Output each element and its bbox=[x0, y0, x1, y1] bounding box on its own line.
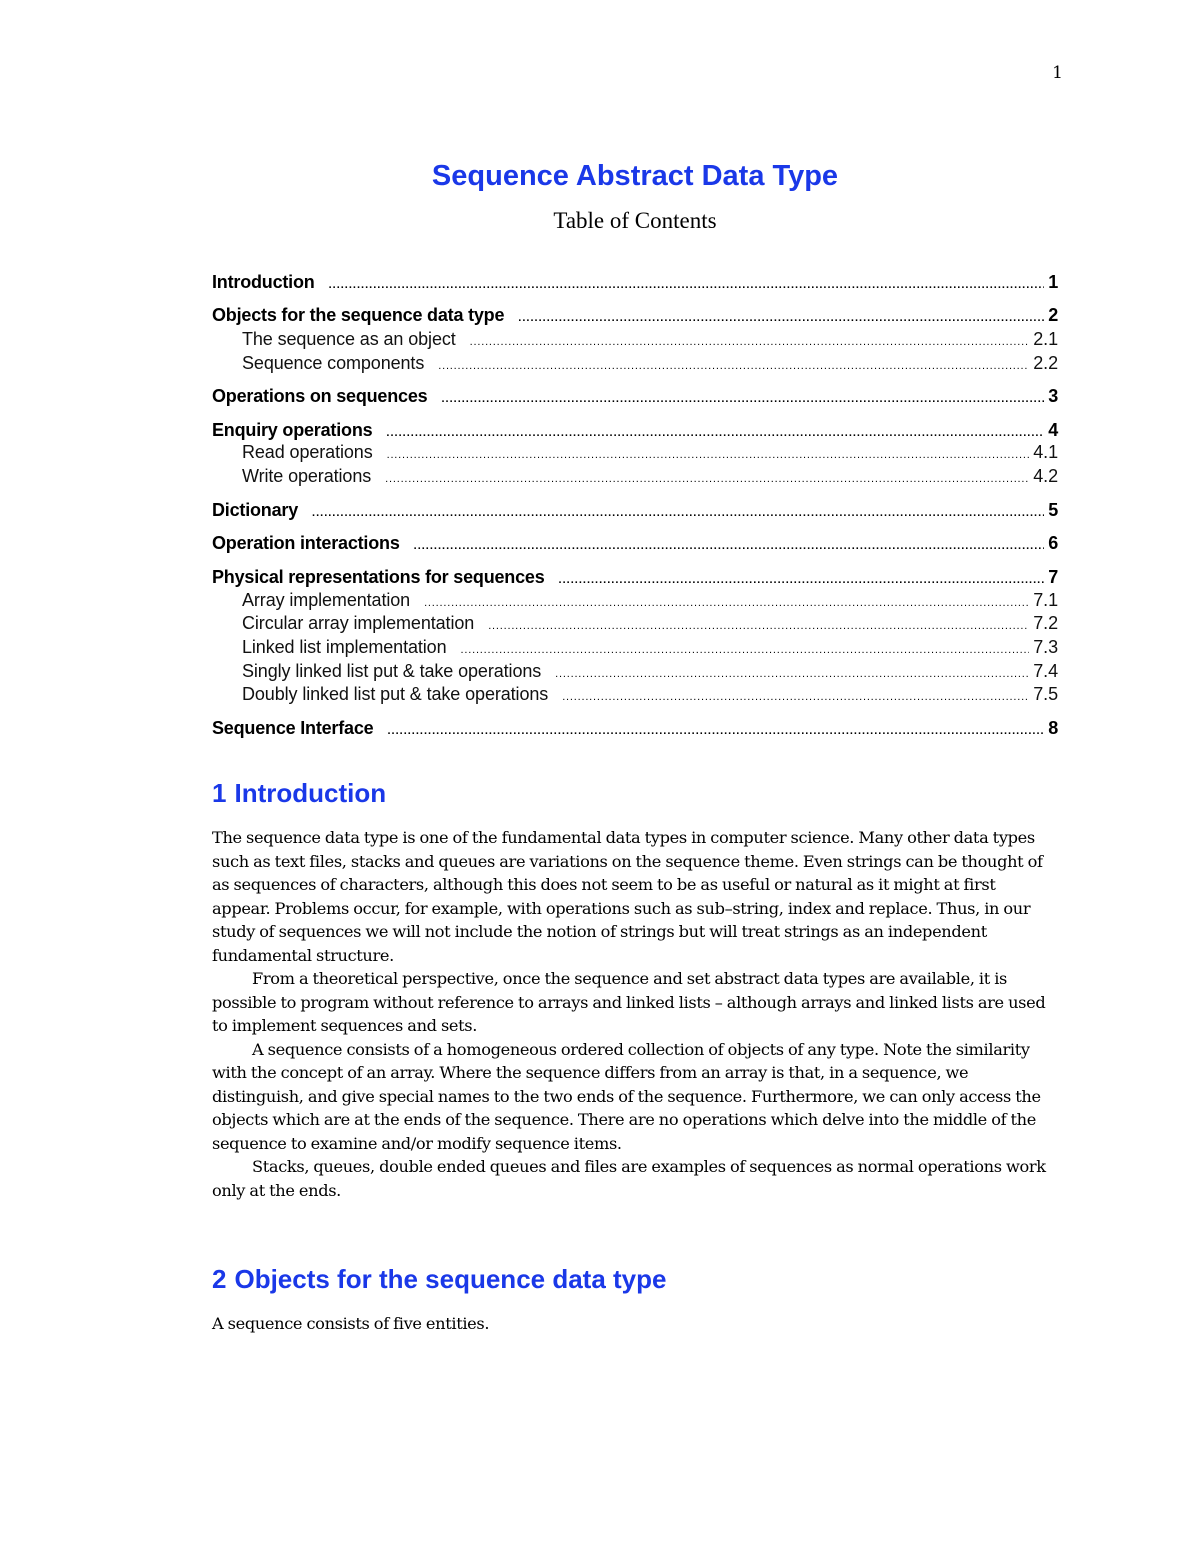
toc-entry-page: 7.2 bbox=[1033, 613, 1058, 633]
toc-subentry[interactable] bbox=[242, 329, 1058, 350]
paragraph: The sequence data type is one of the fundamental data types in computer science. Many other data types such as text files, stacks and queues are variations on the sequence theme. Even strings can be thought of as sequences of characters, although this does not seem to be as useful or natural as it might at first appear. Problems occur, for example, with operations such as sub–string, index and replace. Thus, in our study of sequences we will not include the notion of strings but will treat strings as an independent fundamental structure. bbox=[212, 828, 1043, 965]
toc-subentry[interactable] bbox=[242, 590, 1058, 611]
toc-entry-title: Linked list implementation bbox=[242, 637, 447, 657]
toc-leader-dots bbox=[555, 668, 1029, 680]
toc-subentry[interactable] bbox=[242, 442, 1058, 463]
toc-entry-title: Enquiry operations bbox=[212, 420, 373, 440]
toc-entry-page: 5 bbox=[1048, 500, 1058, 520]
toc-entry-page: 2.1 bbox=[1033, 329, 1058, 349]
paragraph: Stacks, queues, double ended queues and files are examples of sequences as normal operations work only at the ends. bbox=[212, 1157, 1046, 1200]
toc-entry-page: 4.2 bbox=[1033, 466, 1058, 486]
toc-entry-title: Singly linked list put & take operations bbox=[242, 661, 542, 681]
paragraph: From a theoretical perspective, once the sequence and set abstract data types are available, it is possible to program without reference to arrays and linked lists – although arrays and linked lists are used to implement sequences and sets. bbox=[212, 969, 1046, 1035]
section-body-introduction bbox=[212, 826, 1052, 1202]
section-title: Introduction bbox=[234, 778, 387, 808]
toc-entry-title: The sequence as an object bbox=[242, 329, 456, 349]
toc-entry[interactable] bbox=[212, 567, 1058, 588]
toc-entry-page: 6 bbox=[1048, 533, 1058, 553]
toc-entry-page: 7.1 bbox=[1033, 590, 1058, 610]
toc-entry[interactable] bbox=[212, 500, 1058, 521]
toc-entry-title: Circular array implementation bbox=[242, 613, 475, 633]
toc-entry[interactable] bbox=[212, 533, 1058, 554]
toc-entry[interactable] bbox=[212, 718, 1058, 739]
toc-leader-dots bbox=[312, 507, 1044, 519]
section-number: 1 bbox=[212, 778, 227, 808]
toc-entry-page: 4.1 bbox=[1033, 442, 1058, 462]
toc-leader-dots bbox=[387, 449, 1030, 461]
toc-leader-dots bbox=[329, 279, 1045, 291]
toc-subentry[interactable] bbox=[242, 613, 1058, 634]
toc-entry-page: 4 bbox=[1048, 420, 1058, 440]
toc-leader-dots bbox=[386, 427, 1044, 439]
toc-leader-dots bbox=[488, 620, 1029, 632]
toc-entry-page: 7.4 bbox=[1033, 661, 1058, 681]
toc-entry-title: Array implementation bbox=[242, 590, 411, 610]
section-number: 2 bbox=[212, 1264, 227, 1294]
toc-entry-title: Write operations bbox=[242, 466, 372, 486]
toc-leader-dots bbox=[441, 393, 1044, 405]
toc-entry-page: 1 bbox=[1048, 272, 1058, 292]
toc-entry[interactable] bbox=[212, 420, 1058, 441]
toc-entry-page: 7.5 bbox=[1033, 684, 1058, 704]
toc-entry-title: Read operations bbox=[242, 442, 373, 462]
toc-subentry[interactable] bbox=[242, 353, 1058, 374]
toc-entry-page: 7.3 bbox=[1033, 637, 1058, 657]
toc-entry[interactable] bbox=[212, 272, 1058, 293]
toc-leader-dots bbox=[470, 336, 1030, 348]
toc-subentry[interactable] bbox=[242, 661, 1058, 682]
paragraph: A sequence consists of a homogeneous ordered collection of objects of any type. Note the similarity with the concept of an array. Where the sequence differs from an array is that, in a sequence, we distinguish, and give special names to the two ends of the sequence. Furthermore, we can only access the objects which are at the ends of the sequence. There are no operations which delve into the middle of the sequence to examine and/or modify sequence items. bbox=[212, 1039, 1041, 1153]
toc-entry[interactable] bbox=[212, 386, 1058, 407]
section-heading-objects bbox=[212, 1264, 666, 1295]
toc-entry-page: 8 bbox=[1048, 718, 1058, 738]
toc-leader-dots bbox=[414, 540, 1045, 552]
toc-entry-title: Operations on sequences bbox=[212, 386, 428, 406]
toc-entry-title: Introduction bbox=[212, 272, 315, 292]
table-of-contents bbox=[0, 0, 1200, 760]
toc-leader-dots bbox=[438, 360, 1029, 372]
toc-entry-page: 3 bbox=[1048, 386, 1058, 406]
toc-leader-dots bbox=[387, 725, 1044, 737]
document-title: Sequence Abstract Data Type bbox=[431, 160, 839, 192]
toc-entry-title: Doubly linked list put & take operations bbox=[242, 684, 549, 704]
toc-leader-dots bbox=[424, 597, 1029, 609]
toc-entry-title: Operation interactions bbox=[212, 533, 400, 553]
toc-entry-page: 2.2 bbox=[1033, 353, 1058, 373]
toc-heading: Table of Contents bbox=[553, 208, 717, 233]
toc-entry-title: Sequence components bbox=[242, 353, 425, 373]
page-number: 1 bbox=[1052, 63, 1063, 83]
toc-subentry[interactable] bbox=[242, 637, 1058, 658]
section-body-objects bbox=[212, 1312, 1052, 1336]
toc-leader-dots bbox=[461, 644, 1030, 656]
toc-entry-title: Objects for the sequence data type bbox=[212, 305, 505, 325]
section-title: Objects for the sequence data type bbox=[234, 1264, 667, 1294]
toc-entry[interactable] bbox=[212, 305, 1058, 326]
toc-entry-title: Physical representations for sequences bbox=[212, 567, 545, 587]
toc-leader-dots bbox=[562, 691, 1029, 703]
toc-subentry[interactable] bbox=[242, 466, 1058, 487]
section-heading-introduction bbox=[212, 778, 386, 809]
toc-entry-title: Dictionary bbox=[212, 500, 299, 520]
toc-entry-page: 7 bbox=[1048, 567, 1058, 587]
toc-subentry[interactable] bbox=[242, 684, 1058, 705]
toc-leader-dots bbox=[385, 473, 1029, 485]
paragraph: A sequence consists of five entities. bbox=[212, 1314, 490, 1333]
toc-entry-title: Sequence Interface bbox=[212, 718, 374, 738]
toc-leader-dots bbox=[559, 574, 1045, 586]
toc-entry-page: 2 bbox=[1048, 305, 1058, 325]
toc-leader-dots bbox=[518, 312, 1044, 324]
